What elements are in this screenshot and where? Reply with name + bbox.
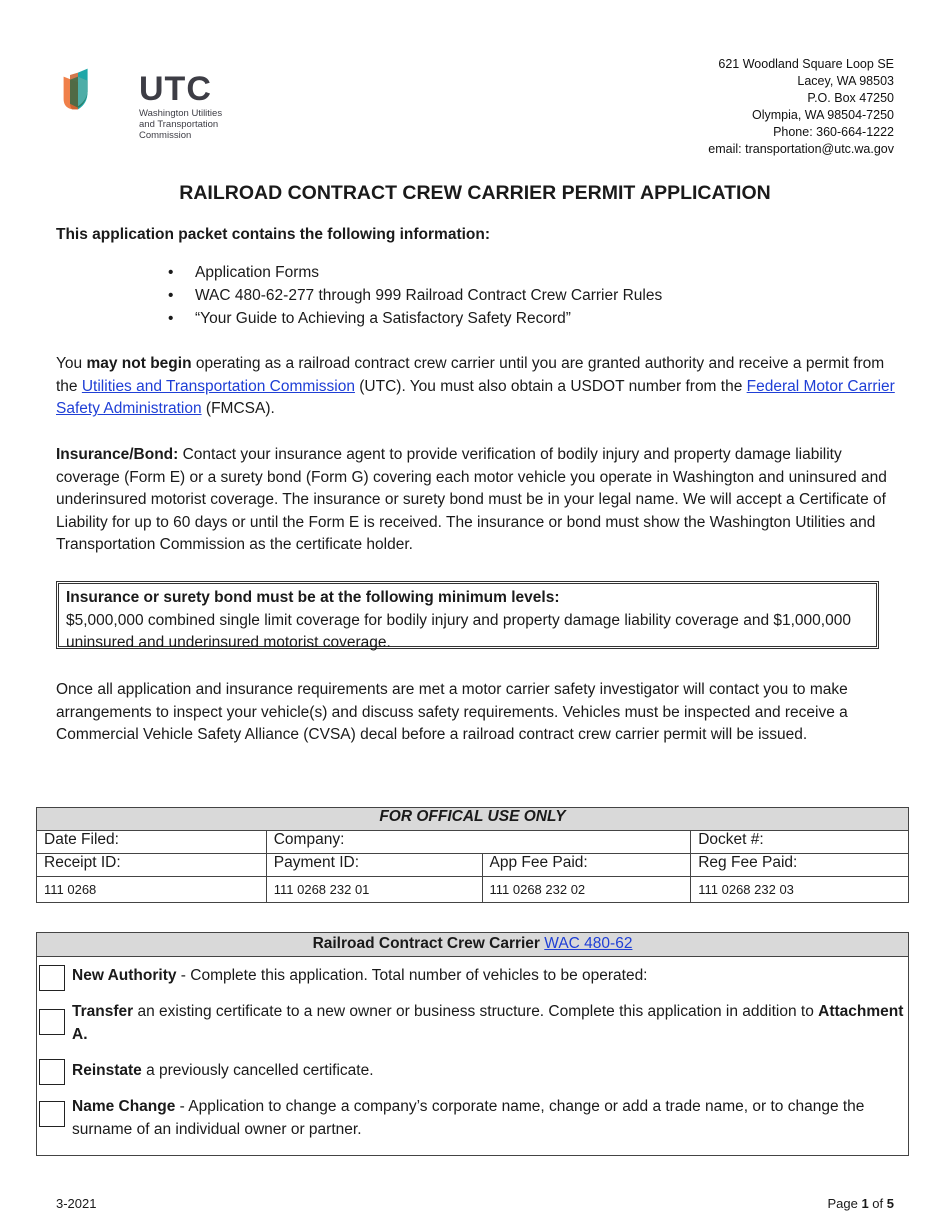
utc-logo-mark — [62, 36, 132, 142]
option-reinstate: Reinstate a previously cancelled certificate. — [39, 1060, 907, 1083]
app-fee-value[interactable]: 111 0268 232 02 — [482, 877, 691, 903]
authority-paragraph: You may not begin operating as a railroad contract crew carrier until you are granted authority and receive a permit from the Utilities and Transportation Commission (UTC). You must also obtain a USDOT number from the Federal Motor Carrier Safety Administration (FMCSA). — [56, 355, 895, 418]
reinstate-checkbox[interactable] — [39, 1059, 65, 1085]
payment-id-label: Payment ID: — [266, 854, 482, 877]
document-title: RAILROAD CONTRACT CREW CARRIER PERMIT APPLICATION — [179, 182, 771, 204]
company-cell[interactable]: Company: — [266, 831, 691, 854]
packet-list — [168, 261, 662, 330]
list-item: • WAC 480-62-277 through 999 Railroad Contract Crew Carrier Rules — [168, 287, 663, 304]
utc-logo-text — [139, 72, 222, 141]
list-item: • “Your Guide to Achieving a Satisfactory Safety Record” — [168, 310, 571, 327]
receipt-id-value[interactable]: 111 0268 — [37, 877, 267, 903]
page-number: Page 1 of 5 — [827, 1196, 894, 1211]
insurance-paragraph: Insurance/Bond: Contact your insurance agent to provide verification of bodily injury and property damage liability coverage (Form E) or a surety bond (Form G) covering each motor vehicle you operate in Washington and uninsured and underinsured motorist coverage. The insurance or surety bond must be in your legal name. We will accept a Certificate of Liability for up to 60 days or until the Form E is received. The insurance or bond must show the Washington Utilities and Transportation Commission as the certificate holder. — [56, 446, 887, 554]
minimum-levels-text: $5,000,000 combined single limit coverage for bodily injury and property damage liability coverage and $1,000,000 uninsured and underinsured motorist coverage. — [66, 611, 851, 652]
payment-id-value[interactable]: 111 0268 232 01 — [266, 877, 482, 903]
list-item: • Application Forms — [168, 264, 320, 281]
option-name-change: Name Change - Application to change a company’s corporate name, change or add a trade name, or to change the surname of an individual owner or partner. — [39, 1096, 907, 1141]
new-authority-checkbox[interactable] — [39, 965, 65, 991]
docket-cell[interactable]: Docket #: — [691, 831, 909, 854]
option-new-authority: New Authority - Complete this application. Total number of vehicles to be operated: — [39, 965, 907, 988]
option-transfer: Transfer an existing certificate to a new owner or business structure. Complete this application in addition to Attachment A. — [39, 1001, 907, 1046]
reg-fee-label: Reg Fee Paid: — [691, 854, 909, 877]
transfer-checkbox[interactable] — [39, 1009, 65, 1035]
wac-link[interactable]: WAC 480-62 — [544, 935, 633, 952]
logo-name: UTC — [139, 70, 212, 108]
utc-link[interactable]: Utilities and Transportation Commission — [81, 377, 355, 395]
official-use-table — [36, 807, 909, 903]
crew-carrier-section — [36, 932, 909, 1156]
logo-subtitle: Washington Utilities and Transportation Commission — [139, 108, 223, 141]
name-change-checkbox[interactable] — [39, 1101, 65, 1127]
official-use-heading: FOR OFFICAL USE ONLY — [37, 808, 909, 831]
packet-lead: This application packet contains the following information: — [56, 226, 491, 243]
minimum-levels-title: Insurance or surety bond must be at the following minimum levels: — [66, 589, 560, 606]
crew-carrier-heading: Railroad Contract Crew Carrier WAC 480-62 — [37, 933, 908, 957]
reg-fee-value[interactable]: 111 0268 232 03 — [691, 877, 909, 903]
date-filed-cell[interactable]: Date Filed: — [37, 831, 267, 854]
revision-date: 3-2021 — [56, 1196, 97, 1211]
app-fee-label: App Fee Paid: — [482, 854, 691, 877]
contact-address: 621 Woodland Square Loop SE Lacey, WA 98503 P.O. Box 47250 Olympia, WA 98504-7250 Phone: 360-664-1222 email: transportation@utc.wa.gov — [708, 57, 894, 156]
receipt-id-label: Receipt ID: — [37, 854, 267, 877]
fmcsa-link[interactable]: Federal Motor Carrier Safety Administration — [56, 377, 895, 418]
minimum-levels-box — [56, 581, 879, 652]
inspection-paragraph: Once all application and insurance requirements are met a motor carrier safety investigator will contact you to make arrangements to inspect your vehicle(s) and discuss safety requirements. Vehicles must be inspected and receive a Commercial Vehicle Safety Alliance (CVSA) decal before a railroad contract crew carrier permit will be issued. — [56, 681, 848, 744]
